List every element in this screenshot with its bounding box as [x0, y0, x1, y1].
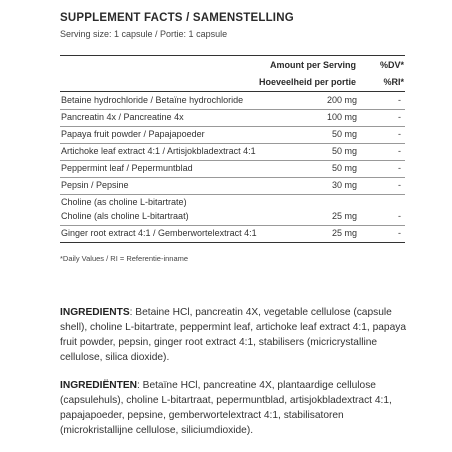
page-title: SUPPLEMENT FACTS / SAMENSTELLING — [60, 12, 294, 24]
row-amount: 30 mg — [331, 180, 357, 190]
row-name: Betaine hydrochloride / Betaïne hydrochloride — [61, 95, 244, 105]
table-row — [60, 143, 405, 160]
row-amount: 25 mg — [331, 211, 357, 221]
ingredients-nl-label: INGREDIËNTEN — [60, 380, 137, 391]
row-name: Peppermint leaf / Pepermuntblad — [61, 163, 193, 173]
ri-header: %RI* — [383, 77, 404, 87]
row-amount: 50 mg — [331, 146, 357, 156]
row-amount: 25 mg — [331, 228, 357, 238]
table-row — [60, 225, 405, 242]
row-dv: - — [398, 129, 401, 139]
row-name: Artichoke leaf extract 4:1 / Artisjokbladextract 4:1 — [61, 146, 256, 156]
row-dv: - — [398, 95, 401, 105]
dv-header: %DV* — [379, 60, 404, 70]
ingredients-en — [60, 305, 410, 365]
serving-size: Serving size: 1 capsule / Portie: 1 capsule — [60, 29, 228, 39]
header-top-rule — [60, 55, 405, 56]
row-dv: - — [398, 163, 401, 173]
footnote: *Daily Values / RI = Referentie-inname — [60, 254, 189, 263]
table-bottom-rule — [60, 242, 405, 243]
row-amount: 200 mg — [326, 95, 357, 105]
row-dv: - — [398, 112, 401, 122]
row-amount: 100 mg — [326, 112, 357, 122]
row-amount: 50 mg — [331, 163, 357, 173]
table-row — [60, 160, 405, 177]
row-dv: - — [398, 180, 401, 190]
row-name: Pepsin / Pepsine — [61, 180, 129, 190]
amount-per-serving-header: Amount per Serving — [269, 60, 356, 70]
ingredients-nl-text: : Betaïne HCl, pancreatine 4X, plantaardige cellulose (capsulehuls), choline L-bitartraat, pepermuntblad, artisjokbladextract 4:1, papajapoeder, pepsine, gemberwortelextract 4:1, stabilisatoren (microkristallijne cellulose, siliciumdioxide). — [60, 380, 392, 436]
row-name: Choline (as choline L-bitartrate) — [61, 197, 187, 207]
ingredients-nl — [60, 378, 410, 438]
table-row — [60, 92, 405, 109]
ingredients-en-label: INGREDIENTS — [60, 307, 130, 318]
row-amount: 50 mg — [331, 129, 357, 139]
table-row — [60, 177, 405, 194]
row-name: Pancreatin 4x / Pancreatine 4x — [61, 112, 184, 122]
table-row — [60, 109, 405, 126]
row-dv: - — [398, 146, 401, 156]
row-name: Papaya fruit powder / Papajapoeder — [61, 129, 205, 139]
row-dv: - — [398, 228, 401, 238]
row-dv: - — [398, 211, 401, 221]
row-name: Choline (als choline L-bitartraat) — [61, 211, 189, 221]
row-name: Ginger root extract 4:1 / Gemberwortelextract 4:1 — [61, 228, 257, 238]
table-row — [60, 126, 405, 143]
ingredients-en-text: : Betaine HCl, pancreatin 4X, vegetable cellulose (capsule shell), choline L-bitartrate, peppermint leaf, artichoke leaf extract 4:1, papaya fruit powder, pepsin, ginger root extract 4:1, stabilisers (micricrystalline cellulose, silica dioxide). — [60, 307, 406, 363]
table-row — [60, 208, 405, 225]
hoeveelheid-header: Hoeveelheid per portie — [258, 77, 356, 87]
